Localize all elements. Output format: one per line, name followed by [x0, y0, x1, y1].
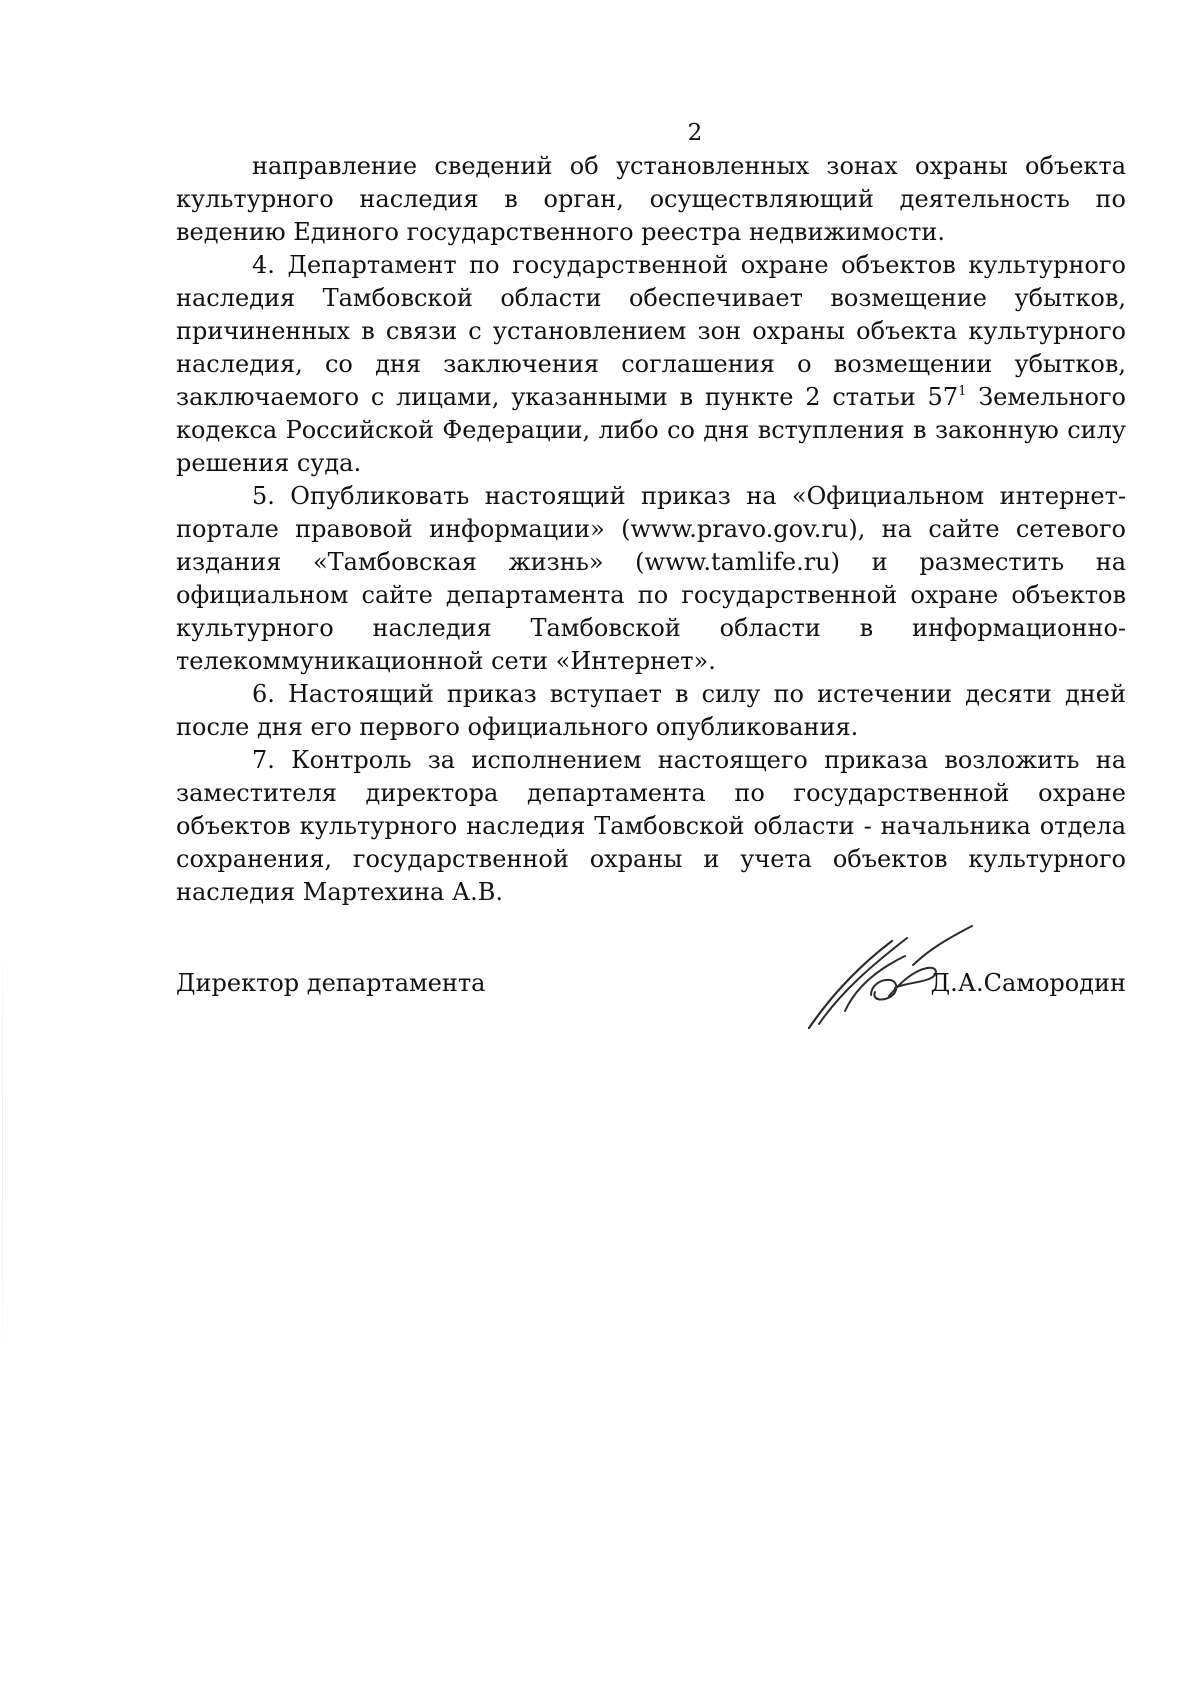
- paragraph-5: 5. Опубликовать настоящий приказ на «Официальном интернет-портале правовой информации» (www.pravo.gov.ru), на сайте сетевого издания «Тамбовская жизнь» (www.tamlife.ru) и разместить на официальном сайте департамента по государственной охране объектов культурного наследия Тамбовской области в информационно-телекоммуникационной сети «Интернет».: [176, 482, 1126, 675]
- article-superscript: 1: [958, 384, 967, 399]
- signatory-name: Д.А.Самородин: [930, 969, 1126, 997]
- paragraph-continuation: направление сведений об установленных зонах охраны объекта культурного наследия в орган, осуществляющий деятельность по ведению Единого государственного реестра недвижимости.: [176, 152, 1126, 246]
- signature-block: [176, 955, 1126, 1035]
- paragraph-4-end: Земельного кодекса Российской Федерации, либо со дня вступления в законную силу решения суда.: [176, 383, 1126, 477]
- paragraph-4: [176, 249, 1126, 480]
- document-body: [176, 150, 1126, 909]
- signatory-title: Директор департамента: [176, 969, 486, 997]
- paragraph-4-main: 4. Департамент по государственной охране объектов культурного наследия Тамбовской области обеспечивает возмещение убытков, причиненных в связи с установлением зон охраны объекта культурного наследия, со дня заключения соглашения о возмещении убытков, заключаемого с лицами, указанными в пункте 2 статьи 57: [176, 251, 1126, 411]
- scan-edge-shadow: [2, 900, 3, 1400]
- paragraph-6: 6. Настоящий приказ вступает в силу по истечении десяти дней после дня его первого официального опубликования.: [176, 680, 1126, 741]
- paragraph-7: 7. Контроль за исполнением настоящего приказа возложить на заместителя директора департамента по государственной охране объектов культурного наследия Тамбовской области - начальника отдела сохранения, государственной охраны и учета объектов культурного наследия Мартехина А.В.: [176, 746, 1126, 906]
- page-number: 2: [687, 120, 703, 146]
